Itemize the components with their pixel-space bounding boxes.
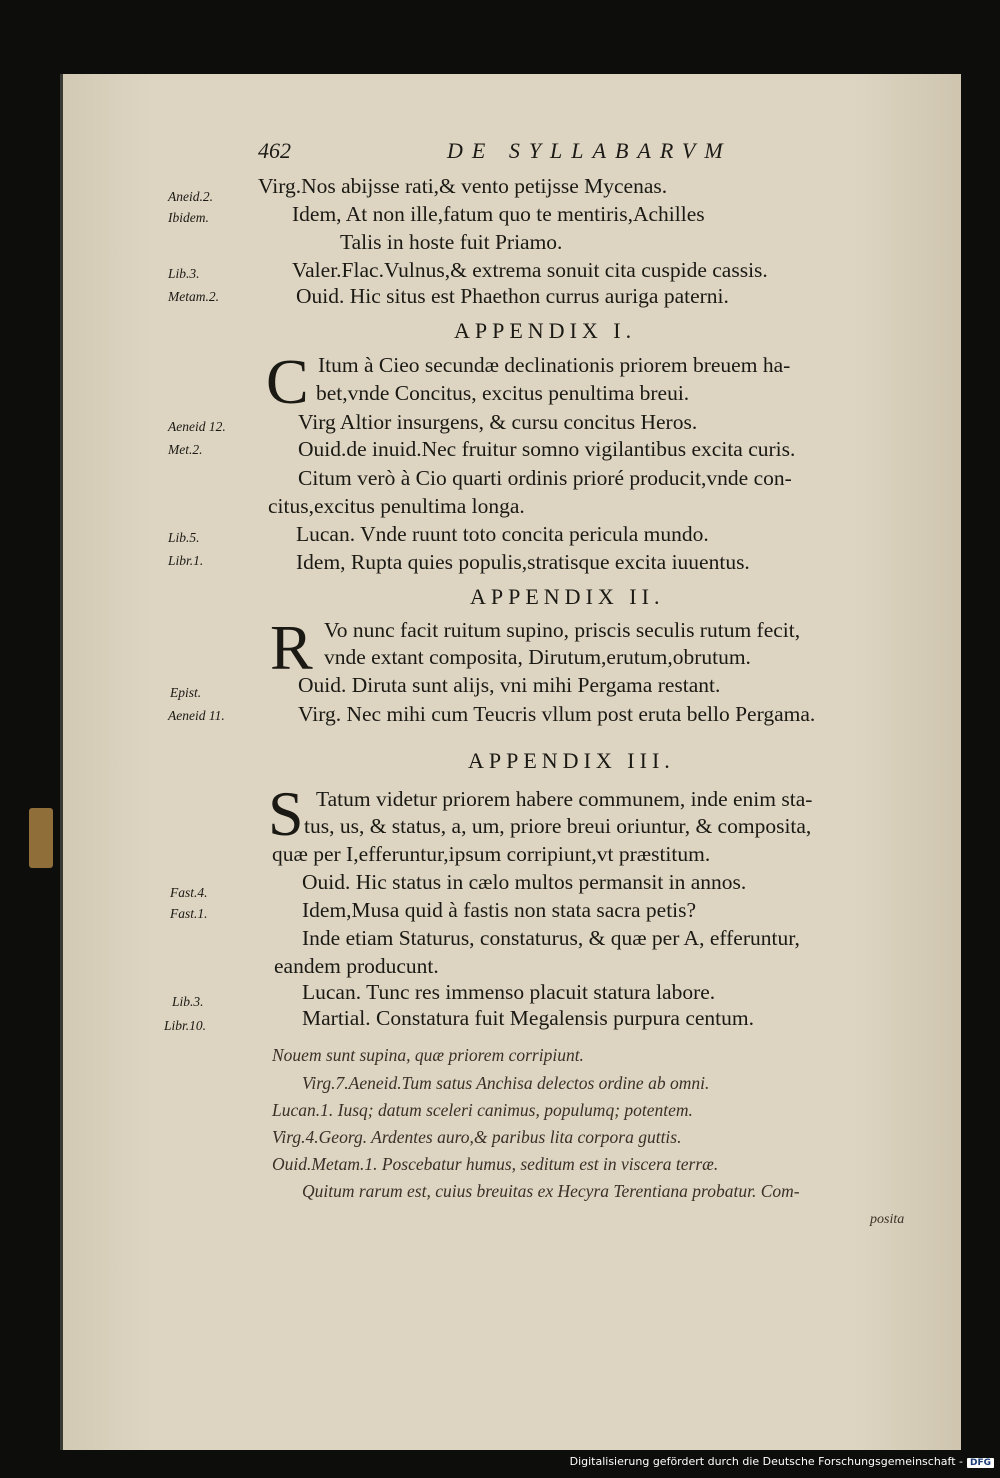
text-line: citus,excitus penultima longa.: [268, 494, 525, 518]
drop-cap: S: [268, 778, 304, 849]
note-line: Virg.4.Georg. Ardentes auro,& paribus lita corpora guttis.: [272, 1127, 682, 1147]
drop-cap: R: [270, 612, 313, 683]
text-line: Vo nunc facit ruitum supino, priscis seculis rutum fecit,: [324, 618, 801, 642]
footer-text: Digitalisierung gefördert durch die Deutsche Forschungsgemeinschaft -: [569, 1455, 963, 1468]
margin-note: Libr.10.: [164, 1018, 207, 1033]
margin-note: Lib.3.: [172, 994, 204, 1009]
text-line: Virg.Nos abijsse rati,& vento petijsse Mycenas.: [258, 174, 668, 198]
margin-note: Ibidem.: [168, 210, 209, 225]
appendix-heading: APPENDIX III.: [468, 748, 675, 773]
margin-note: Aeneid 11.: [168, 708, 225, 723]
margin-note: Aeneid 12.: [168, 419, 226, 434]
text-line: Ouid. Hic situs est Phaethon currus auriga paterni.: [296, 284, 729, 308]
text-line: tus, us, & status, a, um, priore breui oriuntur, & composita,: [304, 814, 812, 838]
text-line: Virg. Nec mihi cum Teucris vllum post eruta bello Pergama.: [298, 702, 816, 726]
text-line: Martial. Constatura fuit Megalensis purpura centum.: [302, 1006, 754, 1030]
note-line: Virg.7.Aeneid.Tum satus Anchisa delectos ordine ab omni.: [302, 1073, 710, 1093]
text-line: Virg Altior insurgens, & cursu concitus Heros.: [298, 410, 698, 434]
dfg-logo-icon: DFG: [967, 1458, 994, 1468]
text-line: Idem, At non ille,fatum quo te mentiris,Achilles: [292, 202, 705, 226]
text-line: eandem producunt.: [274, 954, 439, 978]
text-line: Itum à Cieo secundæ declinationis priorem breuem ha-: [318, 353, 791, 377]
digitization-footer: [570, 1455, 994, 1468]
text-line: Ouid. Hic status in cælo multos permansit in annos.: [302, 870, 747, 894]
margin-note: Metam.2.: [168, 289, 219, 304]
margin-note: Libr.1.: [168, 553, 204, 568]
text-line: Talis in hoste fuit Priamo.: [340, 230, 563, 254]
page-header: [0, 138, 1000, 168]
margin-note: Lib.5.: [168, 530, 200, 545]
text-line: Tatum videtur priorem habere communem, inde enim sta-: [316, 787, 813, 811]
drop-cap: C: [266, 346, 309, 417]
appendix-heading: APPENDIX II.: [470, 584, 665, 609]
book-edge-tab: [29, 808, 53, 868]
text-line: Ouid.de inuid.Nec fruitur somno vigilantibus excita curis.: [298, 437, 796, 461]
catchword: posita: [870, 1212, 905, 1227]
margin-note: Epist.: [170, 685, 202, 700]
text-line: vnde extant composita, Dirutum,erutum,obrutum.: [324, 645, 751, 669]
page-number: 462: [258, 138, 291, 163]
note-line: Lucan.1. Iusq; datum sceleri canimus, populumq; potentem.: [272, 1100, 693, 1120]
margin-note: Met.2.: [168, 442, 203, 457]
text-line: Valer.Flac.Vulnus,& extrema sonuit cita cuspide cassis.: [292, 258, 768, 282]
text-line: Citum verò à Cio quarti ordinis prioré producit,vnde con-: [298, 466, 792, 490]
text-line: Lucan. Vnde ruunt toto concita pericula mundo.: [296, 522, 709, 546]
running-title: DE SYLLABARVM: [447, 138, 732, 163]
appendix-heading: APPENDIX I.: [454, 318, 637, 343]
text-line: Idem, Rupta quies populis,stratisque excita iuuentus.: [296, 550, 750, 574]
margin-note: Fast.1.: [170, 906, 208, 921]
text-line: Inde etiam Staturus, constaturus, & quæ per A, efferuntur,: [302, 926, 800, 950]
margin-note: Fast.4.: [170, 885, 208, 900]
note-line: Ouid.Metam.1. Poscebatur humus, seditum est in viscera terræ.: [272, 1154, 719, 1174]
note-line: Quitum rarum est, cuius breuitas ex Hecyra Terentiana probatur. Com-: [302, 1181, 800, 1201]
margin-note: Lib.3.: [168, 266, 200, 281]
text-line: quæ per I,efferuntur,ipsum corripiunt,vt præstitum.: [272, 842, 711, 866]
text-line: Ouid. Diruta sunt alijs, vni mihi Pergama restant.: [298, 673, 721, 697]
text-line: Lucan. Tunc res immenso placuit statura labore.: [302, 980, 716, 1004]
text-line: Idem,Musa quid à fastis non stata sacra petis?: [302, 898, 697, 922]
note-line: Nouem sunt supina, quæ priorem corripiunt.: [272, 1045, 584, 1065]
text-line: bet,vnde Concitus, excitus penultima breui.: [316, 381, 690, 405]
margin-note: Aneid.2.: [168, 189, 213, 204]
